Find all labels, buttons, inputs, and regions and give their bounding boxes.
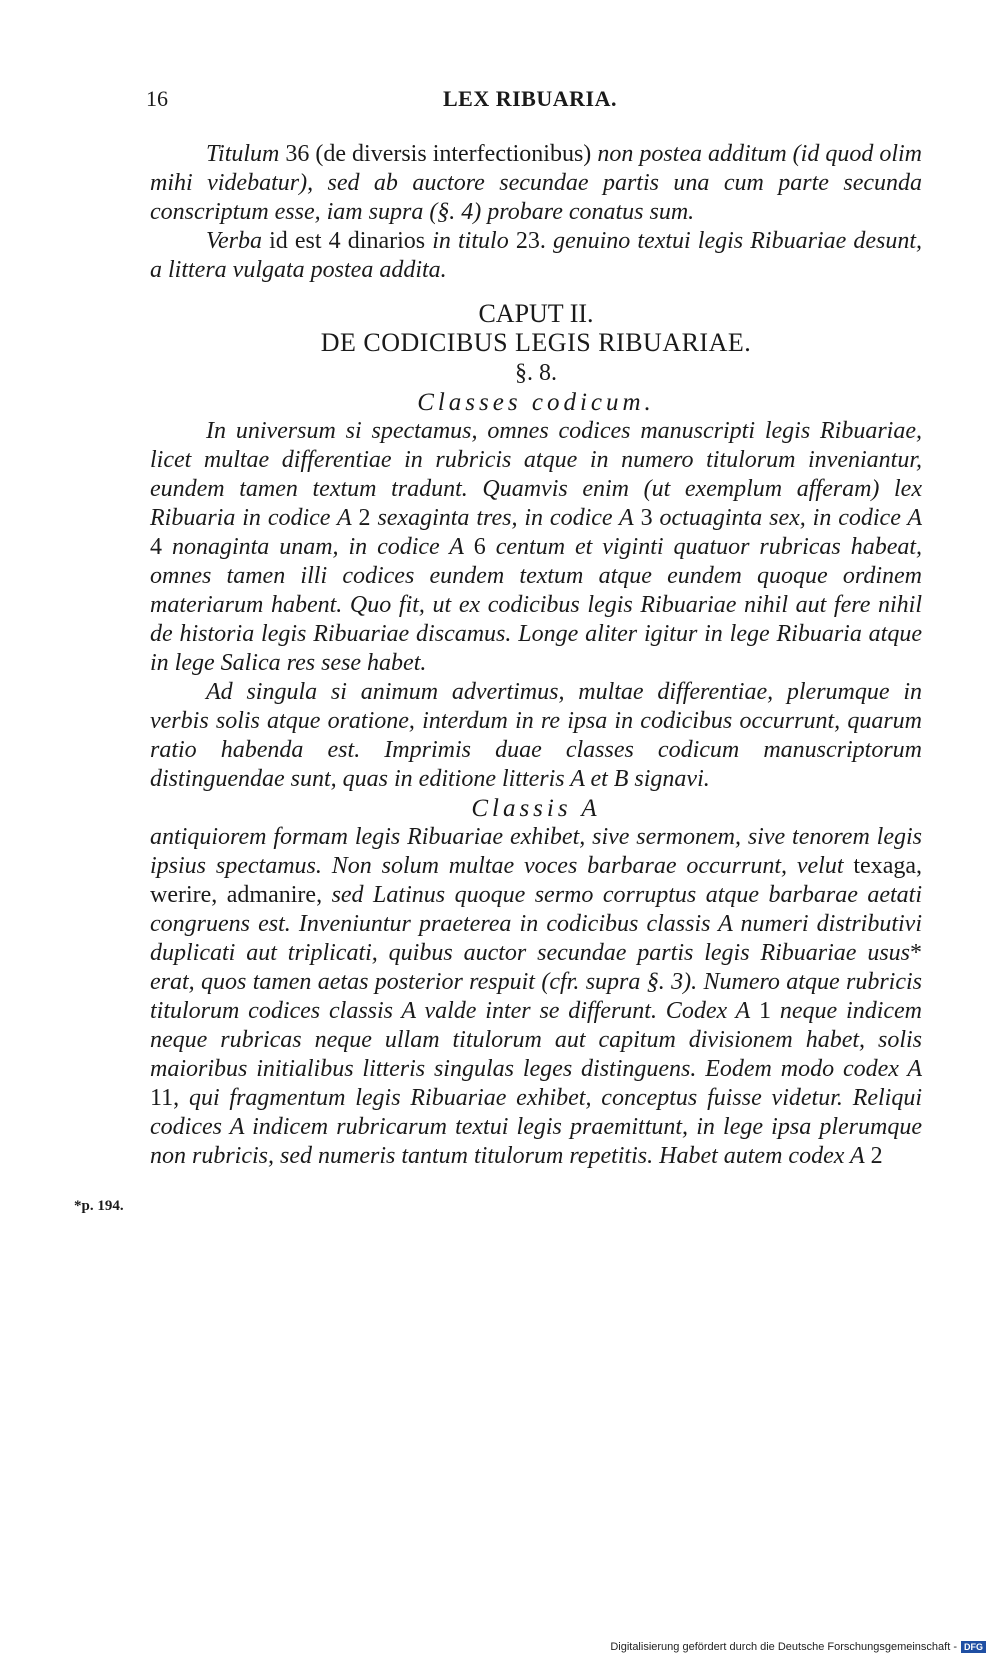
text-run: 36 (de diversis interfectionibus) [279,141,598,167]
paragraph-2 [150,227,922,285]
text-run: * [910,940,922,966]
footer-text: Digitalisierung gefördert durch die Deutsche Forschungsgemeinschaft - [610,1641,957,1653]
text-run: erat, quos tamen aetas posterior respuit (cfr. supra §. 3). Numero atque rubricis titulorum codices classis A valde inter se differunt. Codex A [150,969,922,1024]
paragraph-3 [150,417,922,678]
text-run: octuaginta sex, in codice A [659,505,923,531]
paragraph-1 [150,140,922,227]
dfg-logo: DFG [961,1641,986,1653]
paragraph-4 [150,678,922,794]
text-run: sexaginta tres, in codice A [377,505,634,531]
text-run: Verba [206,228,262,254]
text-run: centum et viginti quatuor rubricas habeat, omnes tamen illi codices eundem textum atque eundem quoque ordinem materiarum habent. Quo fit, ut ex codicibus legis Ribuariae nihil aut fere nihil de historia legis Ribuariae discamus. Longe aliter igitur in lege Ribuaria atque in lege Salica res sese habet. [150,534,923,676]
text-run: 2 [351,505,378,531]
text-run: antiquiorem formam legis Ribuariae exhibet, sive sermonem, sive tenorem legis ipsius spectamus. Non solum multae voces barbarae occurrunt, velut [150,824,922,879]
text-run: texaga, werire, admanire, [150,853,922,908]
section-title: Classes codicum. [417,389,655,416]
text-run: non postea additum (id quod olim mihi videbatur), sed ab auctore secundae partis una cum parte secunda conscriptum esse, iam supra (§. 4) probare conatus sum. [150,141,923,225]
text-run: neque indicem neque rubricas neque ullam titulorum aut capitum divisionem habet, solis maioribus initialibus litteris singulas leges distinguens. Eodem modo codex A [150,998,922,1082]
text-run: Ad singula si animum advertimus, multae differentiae, plerumque in verbis solis atque oratione, interdum in re ipsa in codicibus occurrunt, quarum ratio habenda est. Imprimis duae classes codicum manuscriptorum distinguendae sunt, quas in editione litteris A et B signavi. [150,679,922,792]
text-run: in titulo [432,228,509,254]
digitization-footer [610,1641,986,1653]
margin-page-reference: *p. 194. [74,1198,124,1214]
text-run: A [336,505,352,531]
section-number: §. 8. [515,360,557,386]
text-run: sed Latinus quoque sermo corruptus atque barbarae aetati congruens est. Inveniuntur praeterea in codicibus classis A numeri distributivi duplicati aut triplicati, quibus auctor secundae partis legis Ribuariae usus [150,882,922,966]
text-run: 1 [750,998,780,1024]
chapter-title: DE CODICIBUS LEGIS RIBUARIAE. [320,328,752,357]
page-body [150,140,922,1171]
text-run: Titulum [206,141,280,167]
paragraph-5 [150,823,922,1171]
text-run: 3 [633,505,660,531]
text-run: nonaginta unam, in codice A [171,534,464,560]
text-run: id est 4 dinarios [262,228,433,254]
classis-heading: Classis A [471,795,601,822]
text-run: 4 [150,534,172,560]
text-run: 23. [508,228,553,254]
text-run: genuino textui legis Ribuariae desunt, a littera vulgata postea addita. [150,228,923,283]
chapter-heading: CAPUT II. [478,299,594,328]
text-run: In universum si spectamus, omnes codices manuscripti legis Ribuariae, licet multae differentiae in rubricis atque in numero titulorum inveniantur, eundem tamen textum tradunt. Quamvis enim (ut exemplum afferam) lex Ribuaria in codice [150,418,922,531]
text-run: 6 [463,534,496,560]
text-run: 11, [150,1085,189,1111]
text-run: qui fragmentum legis Ribuariae exhibet, conceptus fuisse videtur. Reliqui codices A indicem rubricarum textui legis praemittunt, in lege ipsa plerumque non rubricis, sed numeris tantum titulorum repetitis. Habet autem codex A [150,1085,923,1169]
text-run: 2 [864,1143,883,1169]
page-number: 16 [146,86,168,111]
running-head: LEX RIBUARIA. [443,86,617,111]
